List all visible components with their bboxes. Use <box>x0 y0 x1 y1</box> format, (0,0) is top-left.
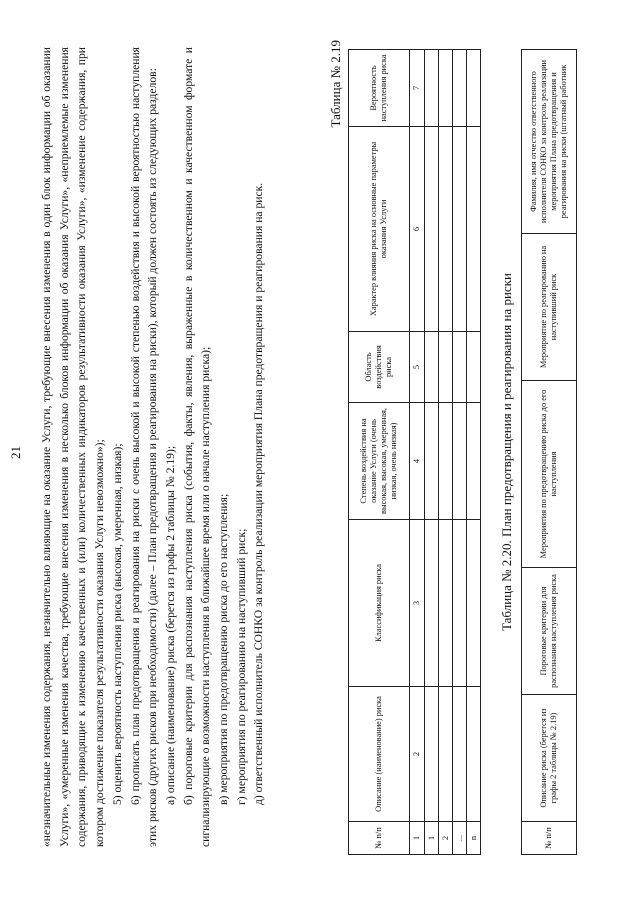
paragraph: «незначительные изменения содержания, незначительно влияющие на оказание Услуги, требующие внесения изменения в один блок информации об оказании Услуги», «умеренные изменения качества, требующие внесения изменения в несколько блоков информации об оказания Услуги», «неприемлемые изменения содержания, приводящие к изменению качественных и (или) количественных индикаторов результативности оказания Услуги», «изменение содержания, при котором достижение показателя результативности оказания Услуги невозможно»); <box>40 47 107 847</box>
row-number: 1 <box>425 822 439 855</box>
header-cell: Классификация риска <box>349 520 410 687</box>
header-cell: № п/п <box>522 822 577 855</box>
header-cell: Мероприятия по предотвращению риска до его наступления <box>522 381 577 568</box>
row-number: 2 <box>439 822 453 855</box>
paragraph: г) мероприятия по реагированию на наступивший риск; <box>234 528 248 805</box>
header-cell: № п/п <box>349 822 410 855</box>
body-text <box>38 47 268 847</box>
header-cell: Описание (наименование) риска <box>349 687 410 822</box>
column-number: 3 <box>410 520 425 687</box>
risk-plan-table <box>521 49 577 855</box>
header-cell: Описание риска (берется из графы 2 таблицы № 2.19) <box>522 695 577 822</box>
header-cell: Пороговые критерии для распознания наступления риска <box>522 568 577 695</box>
paragraph: а) описание (наименование) риска (берется из графы 2 таблицы № 2.19); <box>163 445 177 805</box>
risk-table <box>348 49 481 855</box>
page-number: 21 <box>8 446 23 459</box>
header-cell: Фамилия, имя отчество ответственного исполнителя СОНКО за контроль реализации мероприятия Плана предотвращения и реагирования на риски (штатный работник <box>522 50 577 234</box>
header-cell: Область воздействия риска <box>349 332 410 403</box>
paragraph: д) ответственный исполнитель СОНКО за контроль реализации мероприятия Плана предотвращения и реагирования на риск. <box>252 182 266 805</box>
header-cell: Степень воздействия на оказание Услуги (очень высокая, высокая, умеренная, низкая, очень низкая) <box>349 403 410 520</box>
table-19-caption: Таблица № 2.19 <box>328 40 343 128</box>
row-number: ... <box>453 822 467 855</box>
paragraph: 6) прописать план предотвращения и реагирования на риски с очень высокой и высокой степенью воздействия и высокой вероятностью наступления этих рисков (других рисков при необходимости) (далее – План предотвращения и реагирования на риски), который должен состоять из следующих разделов: <box>128 47 160 847</box>
table-20-caption: Таблица № 2.20. План предотвращения и реагирования на риски <box>499 273 514 631</box>
paragraph: б) пороговые критерии для распознания наступления риска (события, факты, явления, выраженные в количественном и качественном формате и сигнализирующие о возможности наступления в ближайшее время или о начале наступления риска); <box>181 47 213 847</box>
column-number: 6 <box>410 127 425 332</box>
header-cell: Мероприятие по реагированию на наступивший риск <box>522 234 577 381</box>
header-cell: Вероятность наступления риска <box>349 50 410 127</box>
column-number: 2 <box>410 687 425 822</box>
column-number: 1 <box>410 822 425 855</box>
row-number: n <box>467 822 481 855</box>
header-cell: Характер влияния риска на основные параметры оказания Услуги <box>349 127 410 332</box>
paragraph: 5) оценить вероятность наступления риска (высокая, умеренная, низкая); <box>110 443 124 805</box>
paragraph: в) мероприятия по предотвращению риска до его наступления; <box>217 493 231 805</box>
column-number: 7 <box>410 50 425 127</box>
column-number: 4 <box>410 403 425 520</box>
column-number: 5 <box>410 332 425 403</box>
